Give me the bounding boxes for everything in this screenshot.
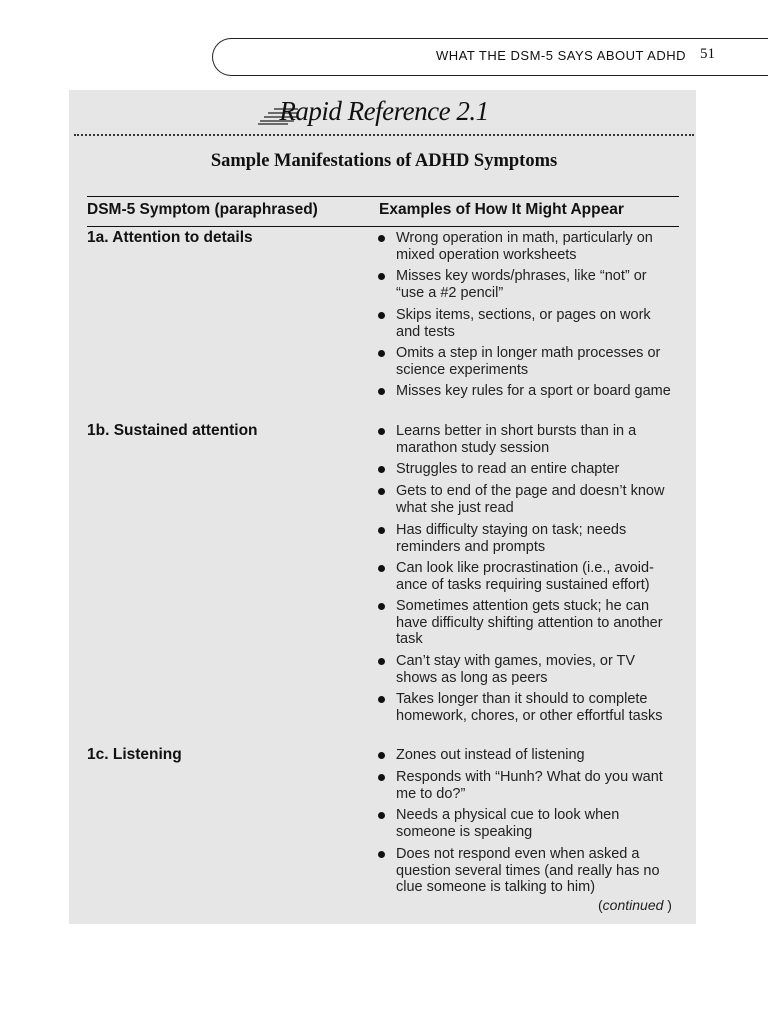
list-item: Misses key rules for a sport or board game	[378, 383, 678, 400]
list-item: Has difficulty staying on task; needs reminders and prompts	[378, 522, 678, 555]
list-item: Omits a step in longer math processes or science experiments	[378, 345, 678, 378]
bullet-icon	[378, 388, 385, 395]
symptom-1b: 1b. Sustained attention	[87, 422, 258, 439]
bullet-icon	[378, 696, 385, 703]
bullet-icon	[378, 603, 385, 610]
column-header-examples: Examples of How It Might Appear	[379, 201, 624, 218]
bullet-icon	[378, 658, 385, 665]
bullet-icon	[378, 812, 385, 819]
bullet-icon	[378, 527, 385, 534]
dotted-divider	[74, 134, 694, 136]
list-item: Wrong operation in math, particularly on mixed operation worksheets	[378, 230, 678, 263]
bullet-icon	[378, 235, 385, 242]
list-item: Can look like procrastination (i.e., avoid-ance of tasks requiring sustained effort)	[378, 560, 678, 593]
symptom-1a: 1a. Attention to details	[87, 229, 253, 246]
list-item: Needs a physical cue to look when someone is speaking	[378, 807, 678, 840]
bullet-icon	[378, 752, 385, 759]
bullet-icon	[378, 774, 385, 781]
list-item: Can’t stay with games, movies, or TV shows as long as peers	[378, 653, 678, 686]
continued-note: (continued )	[598, 897, 672, 913]
list-item: Gets to end of the page and doesn’t know what she just read	[378, 483, 678, 516]
table-title: Sample Manifestations of ADHD Symptoms	[210, 151, 558, 171]
bullet-icon	[378, 428, 385, 435]
list-item: Misses key words/phrases, like “not” or “use a #2 pencil”	[378, 268, 678, 301]
list-item: Skips items, sections, or pages on work and tests	[378, 307, 678, 340]
bullet-icon	[378, 273, 385, 280]
rapid-reference-title: Rapid Reference 2.1	[279, 96, 489, 126]
list-item: Responds with “Hunh? What do you want me to do?”	[378, 769, 678, 802]
list-item: Learns better in short bursts than in a marathon study session	[378, 423, 678, 456]
page-number: 51	[700, 46, 715, 62]
column-header-symptom: DSM-5 Symptom (paraphrased)	[87, 201, 318, 218]
bullet-icon	[378, 565, 385, 572]
running-head: WHAT THE DSM-5 SAYS ABOUT ADHD	[435, 48, 686, 63]
table-top-rule	[87, 196, 679, 197]
list-item: Does not respond even when asked a question several times (and really has no clue someone is talking to him)	[378, 846, 678, 896]
bullet-icon	[378, 312, 385, 319]
bullet-icon	[378, 350, 385, 357]
table-header-rule	[87, 226, 679, 227]
symptom-1c: 1c. Listening	[87, 746, 182, 763]
list-item: Takes longer than it should to complete homework, chores, or other effortful tasks	[378, 691, 678, 724]
list-item: Struggles to read an entire chapter	[378, 461, 678, 478]
bullet-icon	[378, 466, 385, 473]
list-item: Sometimes attention gets stuck; he can have difficulty shifting attention to another task	[378, 598, 678, 648]
bullet-icon	[378, 488, 385, 495]
bullet-icon	[378, 851, 385, 858]
list-item: Zones out instead of listening	[378, 747, 678, 764]
